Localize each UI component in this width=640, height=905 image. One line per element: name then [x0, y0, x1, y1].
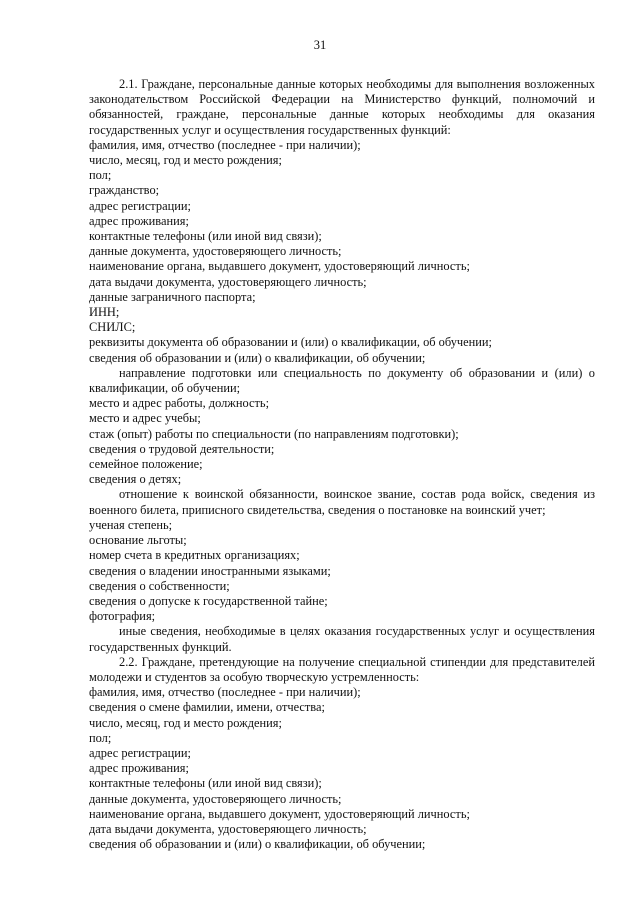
- list-item: число, месяц, год и место рождения;: [89, 715, 282, 730]
- list-item: направление подготовки или специальность по документу об образовании и (или) о квалификации, об обучении;: [89, 365, 595, 396]
- list-item: сведения о трудовой деятельности;: [89, 441, 275, 456]
- list-item: число, месяц, год и место рождения;: [89, 153, 282, 168]
- list-item: пол;: [89, 730, 112, 745]
- section-intro: 2.1. Граждане, персональные данные которых необходимы для выполнения возложенных законодательством Российской Федерации на Министерство функций, полномочий и обязанностей, граждане, персональные данные которых необходимы для оказания государственных услуг и осуществления государственных функций:: [89, 77, 595, 137]
- list-item: адрес проживания;: [89, 761, 189, 776]
- list-item: сведения об образовании и (или) о квалификации, об обучении;: [89, 837, 426, 852]
- list-item: наименование органа, выдавшего документ, удостоверяющий личность;: [89, 259, 470, 274]
- list-item: иные сведения, необходимые в целях оказания государственных услуг и осуществления государственных функций.: [89, 624, 595, 654]
- list-item: дата выдачи документа, удостоверяющего личность;: [89, 821, 367, 836]
- list-item: сведения о детях;: [89, 472, 182, 487]
- list-item: адрес регистрации;: [89, 745, 191, 760]
- list-item: адрес регистрации;: [89, 198, 191, 213]
- list-item: сведения о допуске к государственной тайне;: [89, 593, 328, 608]
- list-item: фотография;: [89, 609, 156, 624]
- list-item: сведения о владении иностранными языками;: [89, 563, 331, 578]
- list-item: контактные телефоны (или иной вид связи);: [89, 229, 322, 244]
- list-item: СНИЛС;: [89, 320, 136, 335]
- list-item: наименование органа, выдавшего документ, удостоверяющий личность;: [89, 806, 470, 821]
- list-item: сведения об образовании и (или) о квалификации, об обучении;: [89, 350, 426, 365]
- list-item: адрес проживания;: [89, 213, 189, 228]
- list-item: данные заграничного паспорта;: [89, 289, 256, 304]
- list-item: сведения о собственности;: [89, 578, 230, 593]
- list-item: сведения о смене фамилии, имени, отчества;: [89, 700, 325, 715]
- list-item: данные документа, удостоверяющего личность;: [89, 244, 342, 259]
- list-item: основание льготы;: [89, 533, 187, 548]
- document-body: [89, 77, 595, 852]
- list-item: место и адрес работы, должность;: [89, 396, 270, 411]
- list-item: стаж (опыт) работы по специальности (по направлениям подготовки);: [89, 426, 459, 441]
- section-intro: 2.2. Граждане, претендующие на получение специальной стипендии для представителей молодежи и студентов за особую творческую устремленность:: [89, 654, 595, 684]
- list-item: реквизиты документа об образовании и (или) о квалификации, об обучении;: [89, 335, 492, 350]
- list-item: пол;: [89, 168, 112, 183]
- list-item: отношение к воинской обязанности, воинское звание, состав рода войск, сведения из военного билета, приписного свидетельства, сведения о постановке на воинский учет;: [89, 487, 595, 517]
- list-item: фамилия, имя, отчество (последнее - при наличии);: [89, 137, 361, 152]
- list-item: номер счета в кредитных организациях;: [89, 548, 300, 563]
- list-item: ИНН;: [89, 305, 120, 320]
- page-number: 31: [313, 38, 327, 52]
- list-item: гражданство;: [89, 183, 160, 198]
- list-item: место и адрес учебы;: [89, 411, 201, 426]
- list-item: дата выдачи документа, удостоверяющего личность;: [89, 274, 367, 289]
- list-item: семейное положение;: [89, 457, 203, 472]
- list-item: данные документа, удостоверяющего личность;: [89, 791, 342, 806]
- list-item: фамилия, имя, отчество (последнее - при наличии);: [89, 685, 361, 700]
- list-item: ученая степень;: [89, 517, 173, 532]
- list-item: контактные телефоны (или иной вид связи);: [89, 776, 322, 791]
